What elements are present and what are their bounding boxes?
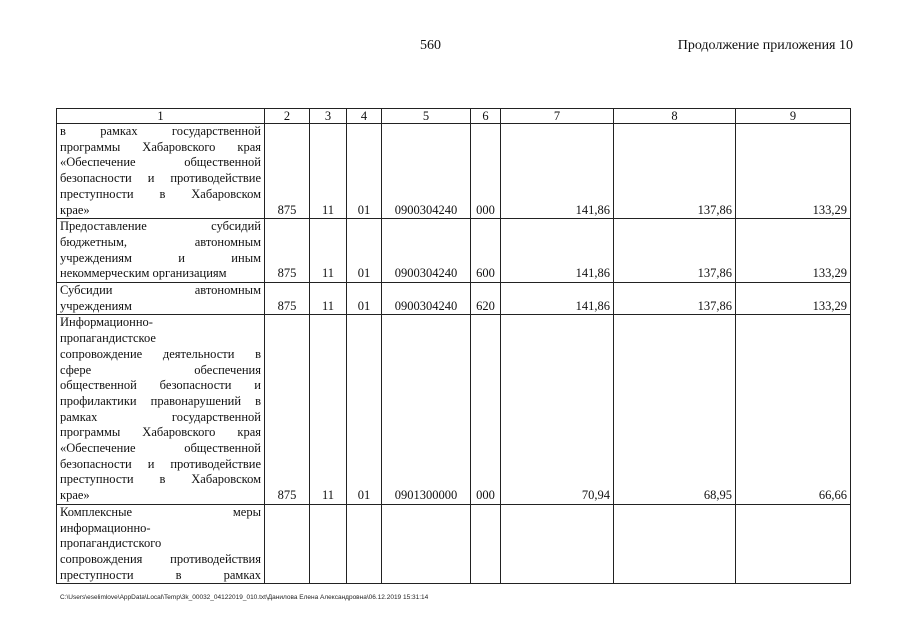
column-header-3: 3 <box>310 109 347 124</box>
description-line: программы Хабаровского края <box>60 425 261 440</box>
description-line: учреждениям <box>60 298 132 313</box>
cell-expense-type: 600 <box>471 219 501 283</box>
cell-amount-2: 137,86 <box>614 283 736 315</box>
description-line: пропагандистское <box>60 331 156 346</box>
cell-section <box>310 504 347 584</box>
table-row <box>57 315 851 504</box>
cell-amount-3: 133,29 <box>736 219 851 283</box>
table-row <box>57 283 851 315</box>
description-line: информационно- <box>60 520 151 535</box>
description-line: преступности в Хабаровском <box>60 186 261 201</box>
column-header-2: 2 <box>265 109 310 124</box>
cell-amount-2: 137,86 <box>614 124 736 219</box>
description-line: сопровождения противодействия <box>60 551 261 566</box>
description-line: «Обеспечение общественной <box>60 155 261 170</box>
description-line: учреждениям и иным <box>60 250 261 265</box>
cell-section: 11 <box>310 219 347 283</box>
cell-amount-1: 141,86 <box>501 124 614 219</box>
cell-target-code: 0900304240 <box>382 124 471 219</box>
description-line: общественной безопасности и <box>60 378 261 393</box>
cell-subsection: 01 <box>347 315 382 504</box>
cell-amount-1: 141,86 <box>501 283 614 315</box>
column-header-5: 5 <box>382 109 471 124</box>
cell-target-code: 0900304240 <box>382 219 471 283</box>
column-header-9: 9 <box>736 109 851 124</box>
table-row <box>57 219 851 283</box>
row-description <box>57 315 265 504</box>
description-line: безопасности и противодействие <box>60 171 261 186</box>
description-line: бюджетным, автономным <box>60 234 261 249</box>
description-line: пропагандистского <box>60 536 162 551</box>
description-line: в рамках государственной <box>60 124 261 138</box>
cell-amount-2: 68,95 <box>614 315 736 504</box>
column-number-row <box>57 109 851 124</box>
description-line: профилактики правонарушений в <box>60 393 261 408</box>
cell-subsection <box>347 504 382 584</box>
cell-target-code: 0900304240 <box>382 283 471 315</box>
cell-amount-3: 133,29 <box>736 283 851 315</box>
column-header-1: 1 <box>57 109 265 124</box>
description-line: сфере обеспечения <box>60 362 261 377</box>
cell-section: 11 <box>310 283 347 315</box>
description-line: Комплексные меры <box>60 504 261 519</box>
description-line: преступности в Хабаровском <box>60 472 261 487</box>
description-line: программы Хабаровского края <box>60 139 261 154</box>
description-line: преступности в рамках <box>60 567 261 582</box>
cell-amount-3 <box>736 504 851 584</box>
column-header-6: 6 <box>471 109 501 124</box>
cell-department: 875 <box>265 124 310 219</box>
cell-amount-1 <box>501 504 614 584</box>
row-description <box>57 283 265 315</box>
cell-amount-3: 133,29 <box>736 124 851 219</box>
cell-expense-type <box>471 504 501 584</box>
description-line: некоммерческим организациям <box>60 266 227 281</box>
cell-expense-type: 620 <box>471 283 501 315</box>
description-line: сопровождение деятельности в <box>60 346 261 361</box>
description-line: рамках государственной <box>60 409 261 424</box>
column-header-8: 8 <box>614 109 736 124</box>
cell-department: 875 <box>265 283 310 315</box>
row-description <box>57 219 265 283</box>
cell-expense-type: 000 <box>471 124 501 219</box>
description-line: безопасности и противодействие <box>60 456 261 471</box>
cell-amount-1: 70,94 <box>501 315 614 504</box>
cell-target-code: 0901300000 <box>382 315 471 504</box>
cell-expense-type: 000 <box>471 315 501 504</box>
cell-subsection: 01 <box>347 219 382 283</box>
cell-amount-2: 137,86 <box>614 219 736 283</box>
row-description <box>57 504 265 584</box>
description-line: «Обеспечение общественной <box>60 441 261 456</box>
cell-department: 875 <box>265 315 310 504</box>
budget-table <box>56 108 851 584</box>
table-row <box>57 504 851 584</box>
cell-amount-3: 66,66 <box>736 315 851 504</box>
cell-section: 11 <box>310 124 347 219</box>
column-header-4: 4 <box>347 109 382 124</box>
column-header-7: 7 <box>501 109 614 124</box>
description-line: Субсидии автономным <box>60 283 261 298</box>
cell-amount-1: 141,86 <box>501 219 614 283</box>
cell-amount-2 <box>614 504 736 584</box>
cell-subsection: 01 <box>347 283 382 315</box>
cell-department <box>265 504 310 584</box>
description-line: крае» <box>60 202 90 217</box>
page-number: 560 <box>420 38 441 53</box>
description-line: Информационно- <box>60 315 153 330</box>
row-description <box>57 124 265 219</box>
table-row <box>57 124 851 219</box>
cell-section: 11 <box>310 315 347 504</box>
cell-subsection: 01 <box>347 124 382 219</box>
description-line: крае» <box>60 488 90 503</box>
footer-file-path: C:\Users\eselimlove\AppData\Local\Temp\3k_00032_04122019_010.txt\Данилова Елена Александровна\06.12.2019 15:31:14 <box>60 594 429 601</box>
description-line: Предоставление субсидий <box>60 219 261 234</box>
cell-department: 875 <box>265 219 310 283</box>
cell-target-code <box>382 504 471 584</box>
appendix-caption: Продолжение приложения 10 <box>677 38 853 53</box>
